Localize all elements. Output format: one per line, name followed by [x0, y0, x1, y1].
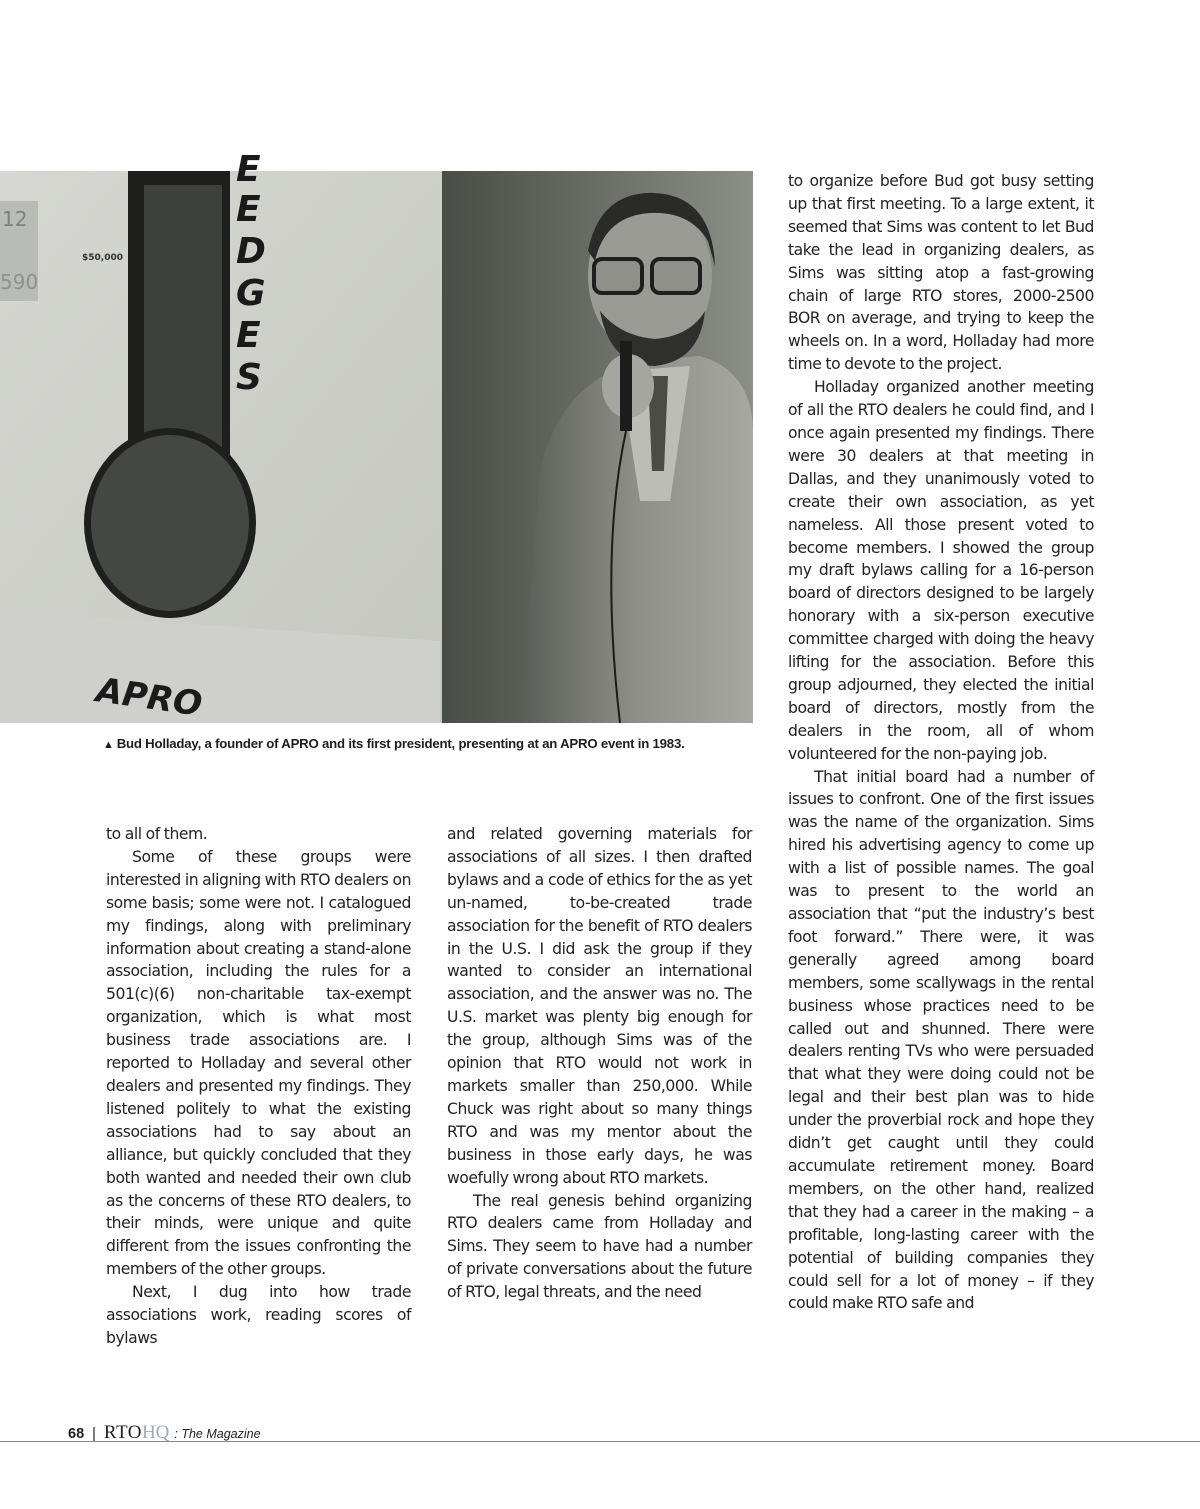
page-number: 68: [68, 1426, 85, 1442]
thermometer-tube: [144, 185, 222, 465]
speaker-glasses-left: [594, 259, 642, 293]
event-photo: [0, 149, 753, 725]
apro-sign: APRO: [93, 670, 205, 725]
svg-text:E: E: [236, 149, 261, 190]
svg-text:D: D: [236, 231, 266, 272]
paragraph: The real genesis behind organizing RTO dealers came from Holladay and Sims. They seem to have had a number of private conversations about the future of RTO, legal threats, and the need: [447, 1191, 752, 1302]
side-number-2: 590: [0, 270, 39, 294]
caption-triangle-icon: ▲: [103, 739, 114, 751]
svg-text:G: G: [236, 273, 266, 314]
brand-logo-hq: HQ: [141, 1422, 170, 1443]
paragraph: Holladay organized another meeting of all the RTO dealers he could find, and I once again presented my findings. There were 30 dealers at that meeting in Dallas, and they unanimously voted to create their own association, as yet nameless. All those present voted to become members. I showed the group my draft bylaws calling for a 16-person board of directors designed to be largely honorary with a six-person executive committee charged with doing the heavy lifting for the association. Before this group adjourned, they elected the initial board of directors, mostly from the dealers in the room, all of whom volunteered for the non-paying job.: [788, 378, 1094, 763]
caption-text: Bud Holladay, a founder of APRO and its first president, presenting at an APRO event in 1983.: [116, 736, 685, 751]
svg-text:E: E: [236, 189, 261, 230]
speaker-glasses-right: [652, 259, 700, 293]
page-footer: [68, 1422, 261, 1452]
paragraph: and related governing materials for associations of all sizes. I then drafted bylaws and a code of ethics for the as yet un-named, to-be-created trade association for the benefit of RTO dealers in the U.S. I did ask the group if they wanted to consider an international association, and the answer was no. The U.S. market was plenty big enough for the group, although Sims was of the opinion that RTO would not work in markets smaller than 250,000. While Chuck was right about so many things RTO and was my mentor about the business in those early days, he was woefully wrong about RTO markets.: [447, 825, 752, 1187]
article-column-2: [447, 823, 752, 1304]
article-column-3: [788, 170, 1094, 1315]
magazine-tagline: : The Magazine: [174, 1427, 261, 1441]
svg-text:S: S: [236, 357, 262, 398]
paragraph: That initial board had a number of issues to confront. One of the first issues was the name of the organization. Sims hired his advertising agency to come up with a list of possible names. The goal was to present to the world an association that “put the industry’s best foot forward.” There were, it was generally agreed among board members, some scallywags in the rental business whose practices need to be called out and shunned. There were dealers renting TVs who were persuaded that what they were doing could not be legal and their best plan was to hide under the proverbial rock and hope they didn’t get caught until they could accumulate retirement money. Board members, on the other hand, realized that they had a career in the making – a profitable, long-lasting career with the potential of building companies they could sell for a lot of money – if they could make RTO safe and: [788, 767, 1094, 1313]
article-column-1: [106, 823, 411, 1350]
paragraph: to organize before Bud got busy setting up that first meeting. To a large extent, it seemed that Sims was content to let Bud take the lead in organizing dealers, as Sims was sitting atop a fast-growing chain of large RTO stores, 2000-2500 BOR on average, and trying to keep the wheels on. In a word, Holladay had more time to devote to the project.: [788, 172, 1094, 374]
paragraph: Next, I dug into how trade associations work, reading scores of bylaws: [106, 1283, 411, 1347]
microphone: [620, 341, 632, 431]
svg-text:E: E: [236, 315, 261, 356]
side-number-1: 12: [2, 207, 28, 231]
thermometer-bulb: [91, 435, 249, 611]
footer-separator: |: [92, 1426, 96, 1442]
event-photo-illustration: [0, 149, 753, 725]
goal-label: $50,000: [82, 253, 123, 263]
paragraph: Some of these groups were interested in aligning with RTO dealers on some basis; some were not. I catalogued my findings, along with preliminary information about creating a stand-alone association, including the rules for a 501(c)(6) non-charitable tax-exempt organization, which is what most business trade associations are. I reported to Holladay and several other dealers and presented my findings. They listened politely to what the existing associations had to say about an alliance, but quickly concluded that they both wanted and needed their own club as the concerns of these RTO dealers, to their minds, were unique and quite different from the issues confronting the members of the other groups.: [106, 847, 412, 1279]
photo-caption: [103, 736, 763, 751]
paragraph: to all of them.: [106, 825, 208, 843]
brand-logo-rto: RTO: [103, 1422, 142, 1443]
